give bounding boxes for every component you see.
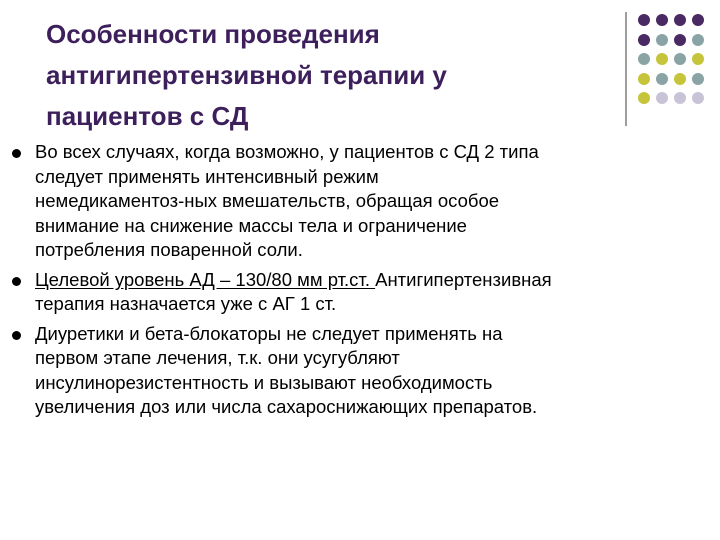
title-line: Особенности проведения: [46, 19, 380, 49]
bullet-item: [12, 140, 712, 263]
decorative-dot-grid: [632, 12, 716, 126]
decorative-dot: [692, 92, 704, 104]
bullet-text-line: Во всех случаях, когда возможно, у пациентов с СД 2 типа: [35, 141, 539, 162]
decorative-dot: [638, 34, 650, 46]
title-line: антигипертензивной терапии у: [46, 60, 447, 90]
slide-title: [46, 14, 606, 137]
decorative-dot: [656, 73, 668, 85]
decorative-divider-line: [625, 12, 627, 126]
decorative-dot: [692, 73, 704, 85]
bullet-item: [12, 322, 712, 420]
bullet-text-line: Диуретики и бета-блокаторы не следует применять на: [35, 322, 503, 344]
bullet-icon: [12, 331, 21, 340]
bullet-text-line: увеличения доз или числа сахароснижающих препаратов.: [35, 396, 538, 417]
decorative-dot: [692, 34, 704, 46]
decorative-dot: [656, 53, 668, 65]
decorative-dot: [638, 14, 650, 26]
title-line: пациентов с СД: [46, 101, 249, 131]
decorative-dot: [674, 73, 686, 85]
decorative-dot: [674, 92, 686, 104]
bullet-item: [12, 268, 712, 317]
decorative-dot: [656, 34, 668, 46]
bullet-text-line: потребления поваренной соли.: [35, 239, 303, 260]
decorative-dot: [692, 53, 704, 65]
bullet-text-line: инсулинорезистентность и вызывают необходимость: [35, 371, 493, 393]
bullet-text-line: первом этапе лечения, т.к. они усугубляют: [35, 347, 400, 368]
bullet-text-line: внимание на снижение массы тела и ограничение: [35, 214, 467, 236]
decorative-dot: [638, 53, 650, 65]
bullet-icon: [12, 149, 21, 158]
bullet-text-line: [35, 268, 712, 293]
target-bp-underlined-text: Целевой уровень АД – 130/80 мм рт.ст.: [35, 268, 376, 290]
bullet-text-line: следует применять интенсивный режим: [35, 165, 379, 187]
bullet-list: [12, 140, 712, 425]
decorative-dot: [674, 14, 686, 26]
decorative-dot: [638, 92, 650, 104]
bullet-icon: [12, 277, 21, 286]
bullet-text-line: немедикаментоз-ных вмешательств, обращая особое: [35, 190, 500, 211]
bullet-text-line: терапия назначается уже с АГ 1 ст.: [35, 293, 337, 314]
decorative-dot: [638, 73, 650, 85]
decorative-dot: [656, 92, 668, 104]
decorative-dot: [692, 14, 704, 26]
bullet-text-rest: Антигипертензивная: [375, 268, 552, 290]
decorative-dot: [674, 34, 686, 46]
decorative-dot: [656, 14, 668, 26]
decorative-dot: [674, 53, 686, 65]
